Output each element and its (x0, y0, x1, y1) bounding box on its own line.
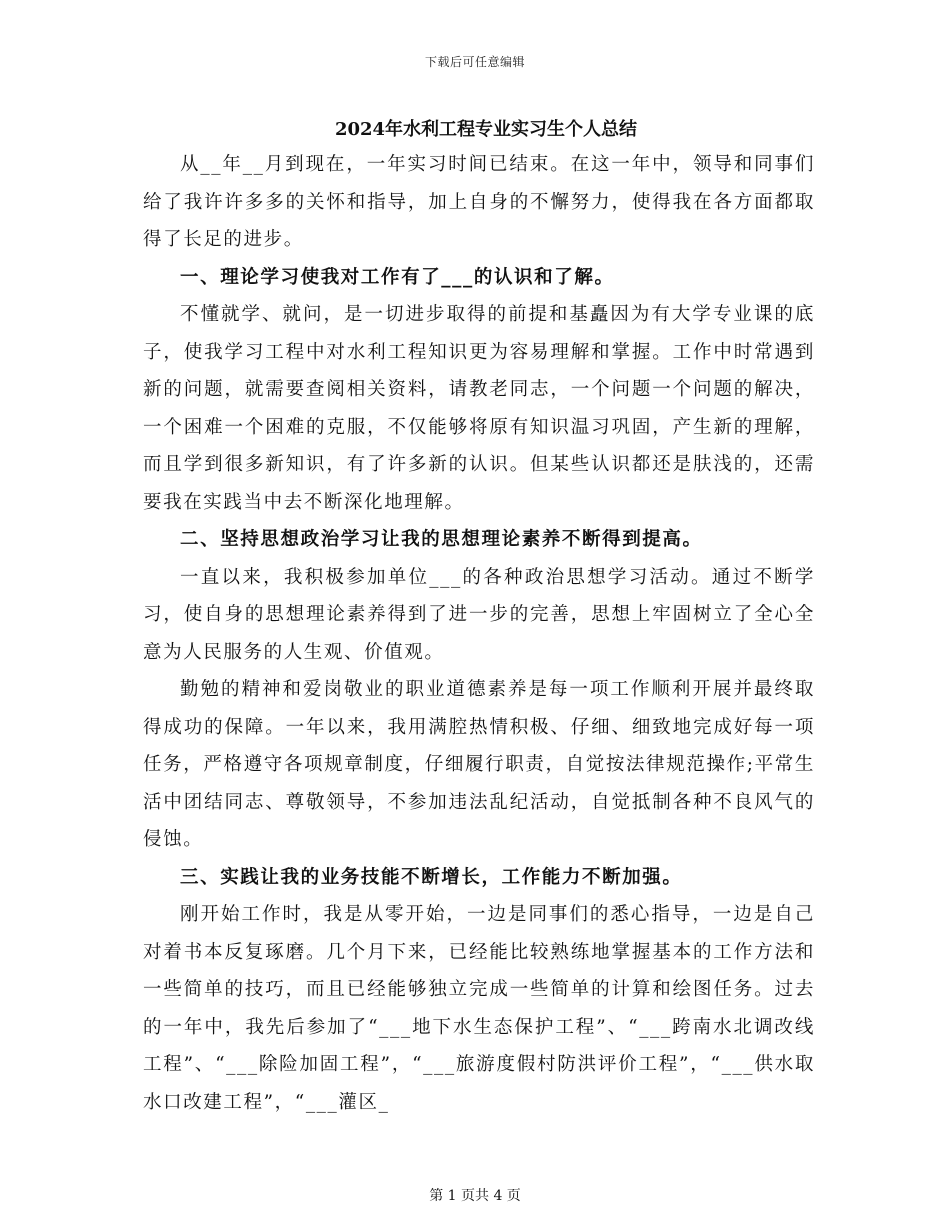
paragraph-political-study: 一直以来，我积极参加单位___的各种政治思想学习活动。通过不断学习，使自身的思想理论素养得到了进一步的完善，思想上牢固树立了全心全意为人民服务的人生观、价值观。 (143, 566, 815, 663)
paragraph-theory-study: 不懂就学、就问，是一切进步取得的前提和基矗因为有大学专业课的底子，使我学习工程中对水利工程知识更为容易理解和掌握。工作中时常遇到新的问题，就需要查阅相关资料，请教老同志，一个问题一个问题的解决，一个困难一个困难的克服，不仅能够将原有知识温习巩固，产生新的理解，而且学到很多新知识，有了许多新的认识。但某些认识都还是肤浅的，还需要我在实践当中去不断深化地理解。 (143, 304, 815, 513)
page-header-note: 下载后可任意编辑 (424, 55, 525, 69)
document-title: 2024年水利工程专业实习生个人总结 (334, 119, 638, 140)
paragraph-practice: 刚开始工作时，我是从零开始，一边是同事们的悉心指导，一边是自己对着书本反复琢磨。几个月下来，已经能比较熟练地掌握基本的工作方法和一些简单的技巧，而且已经能够独立完成一些简单的计算和绘图任务。过去的一年中，我先后参加了“___地下水生态保护工程”、“___跨南水北调改线工程”、“___除险加固工程”，“___旅游度假村防洪评价工程”，“___供水取水口改建工程”，“___灌区_ (143, 904, 815, 1113)
section-heading-2: 二、坚持思想政治学习让我的思想理论素养不断得到提高。 (180, 529, 703, 550)
paragraph-intro: 从__年__月到现在，一年实习时间已结束。在这一年中，领导和同事们给了我许许多多的关怀和指导，加上自身的不懈努力，使得我在各方面都取得了长足的进步。 (143, 154, 815, 250)
paragraph-work-ethic: 勤勉的精神和爱岗敬业的职业道德素养是每一项工作顺利开展并最终取得成功的保障。一年以来，我用满腔热情积极、仔细、细致地完成好每一项任务，严格遵守各项规章制度，仔细履行职责，自觉按法律规范操作;平常生活中团结同志、尊敬领导，不参加违法乱纪活动，自觉抵制各种不良风气的侵蚀。 (143, 679, 815, 850)
page-footer-page-number: 第 1 页共 4 页 (429, 1188, 521, 1204)
section-heading-1: 一、理论学习使我对工作有了___的认识和了解。 (180, 266, 615, 288)
section-heading-3: 三、实践让我的业务技能不断增长，工作能力不断加强。 (180, 866, 683, 888)
document-body (143, 114, 815, 1121)
